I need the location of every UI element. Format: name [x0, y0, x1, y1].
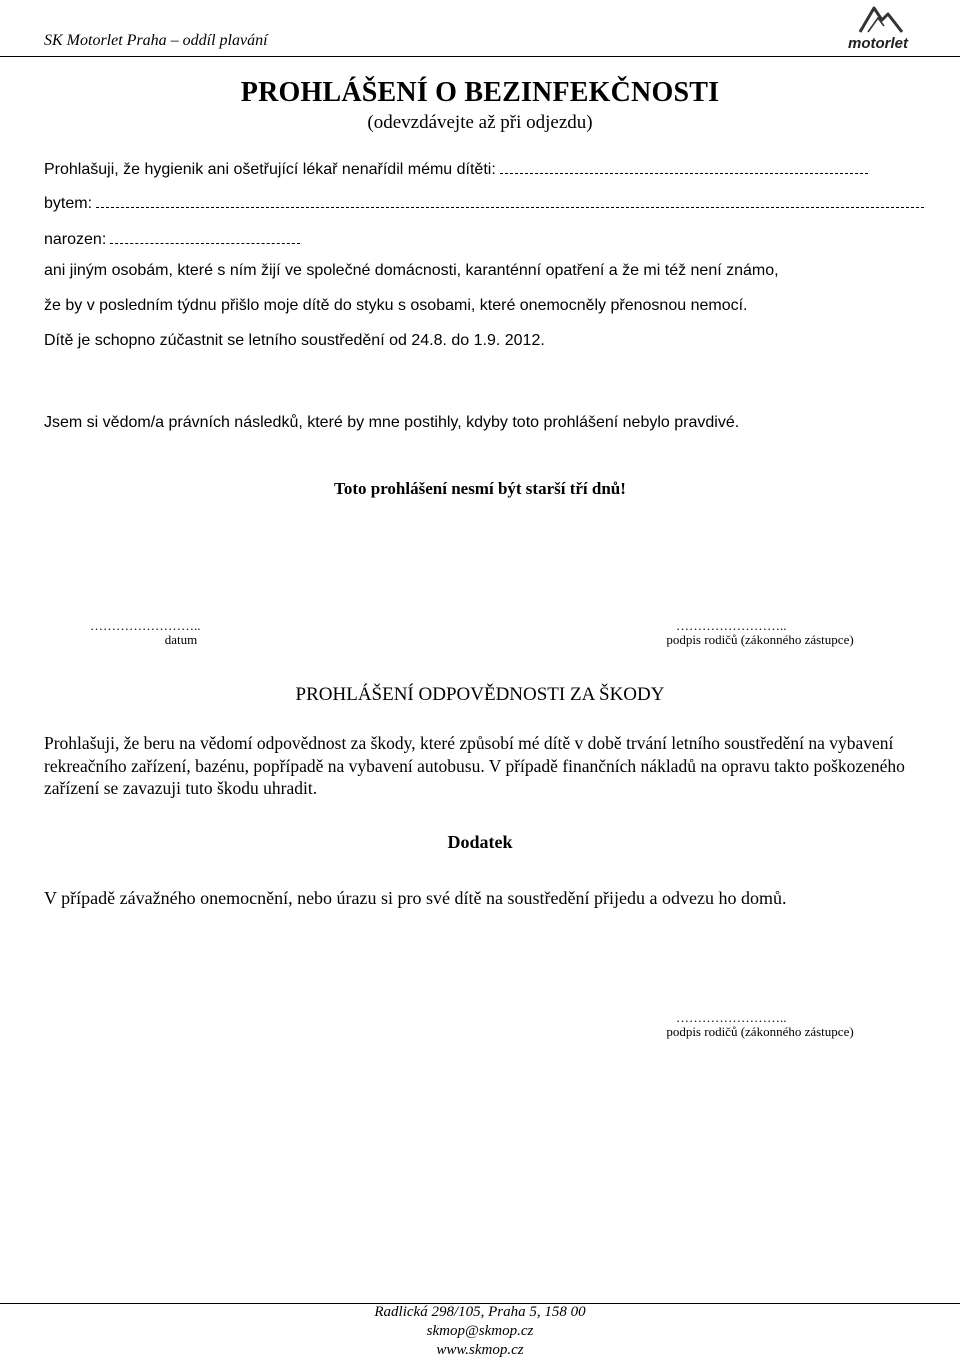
birthdate-field[interactable] — [110, 230, 300, 244]
footer-web[interactable]: www.skmop.cz — [436, 1342, 524, 1358]
addendum-text: V případě závažného onemocnění, nebo úrazu si pro své dítě na soustředění přijedu a odvezu ho domů. — [44, 888, 787, 908]
signature-field[interactable]: …………………….. — [676, 618, 787, 633]
child-name-field[interactable] — [500, 160, 868, 174]
page-subtitle: (odevzdávejte až při odjezdu) — [367, 112, 593, 133]
addendum-signature-label: podpis rodičů (zákonného zástupce) — [666, 1024, 854, 1039]
age-warning: Toto prohlášení nesmí být starší tří dnů! — [334, 479, 626, 498]
footer-email[interactable]: skmop@skmop.cz — [426, 1323, 534, 1339]
born-line — [44, 230, 300, 249]
header-divider — [0, 56, 960, 57]
address-field[interactable] — [96, 194, 924, 208]
liability-text: Prohlašuji, že beru na vědomí odpovědnost za škody, které způsobí mé dítě v době trvání letního soustředění na vybavení rekreačního zařízení, bazénu, popřípadě na vybavení autobusu. V případě finančních nákladů na opravu takto poškozeného zařízení se zavazuji tuto škodu uhradit. — [44, 733, 905, 798]
born-label: narozen: — [44, 231, 107, 248]
hygienist-line — [44, 160, 868, 179]
others-line: ani jiným osobám, které s ním žijí ve společné domácnosti, karanténní opatření a že mi též není známo, — [44, 262, 779, 279]
signature-label: podpis rodičů (zákonného zástupce) — [666, 632, 854, 647]
date-label: datum — [164, 632, 198, 647]
address-line — [44, 194, 924, 213]
date-field[interactable]: …………………….. — [90, 618, 201, 633]
footer-address: Radlická 298/105, Praha 5, 158 00 — [374, 1304, 586, 1320]
hygienist-text: Prohlašuji, že hygienik ani ošetřující lékař nenařídil mému dítěti: — [44, 161, 496, 178]
aware-line: Jsem si vědom/a právních následků, které by mne postihly, kdyby toto prohlášení nebylo pravdivé. — [44, 414, 740, 431]
contact-line: že by v posledním týdnu přišlo moje dítě do styku s osobami, které onemocněly přenosnou nemocí. — [44, 297, 748, 314]
page-title: PROHLÁŠENÍ O BEZINFEKČNOSTI — [240, 77, 720, 108]
addendum-title: Dodatek — [447, 832, 513, 852]
motorlet-logo — [822, 2, 934, 52]
header-title: SK Motorlet Praha – oddíl plavání — [44, 32, 268, 49]
able-line: Dítě je schopno zúčastnit se letního soustředění od 24.8. do 1.9. 2012. — [44, 332, 545, 349]
liability-title: PROHLÁŠENÍ ODPOVĚDNOSTI ZA ŠKODY — [295, 684, 665, 705]
address-label: bytem: — [44, 195, 93, 212]
addendum-signature-field[interactable]: …………………….. — [676, 1010, 787, 1025]
logo-text: motorlet — [848, 35, 908, 52]
